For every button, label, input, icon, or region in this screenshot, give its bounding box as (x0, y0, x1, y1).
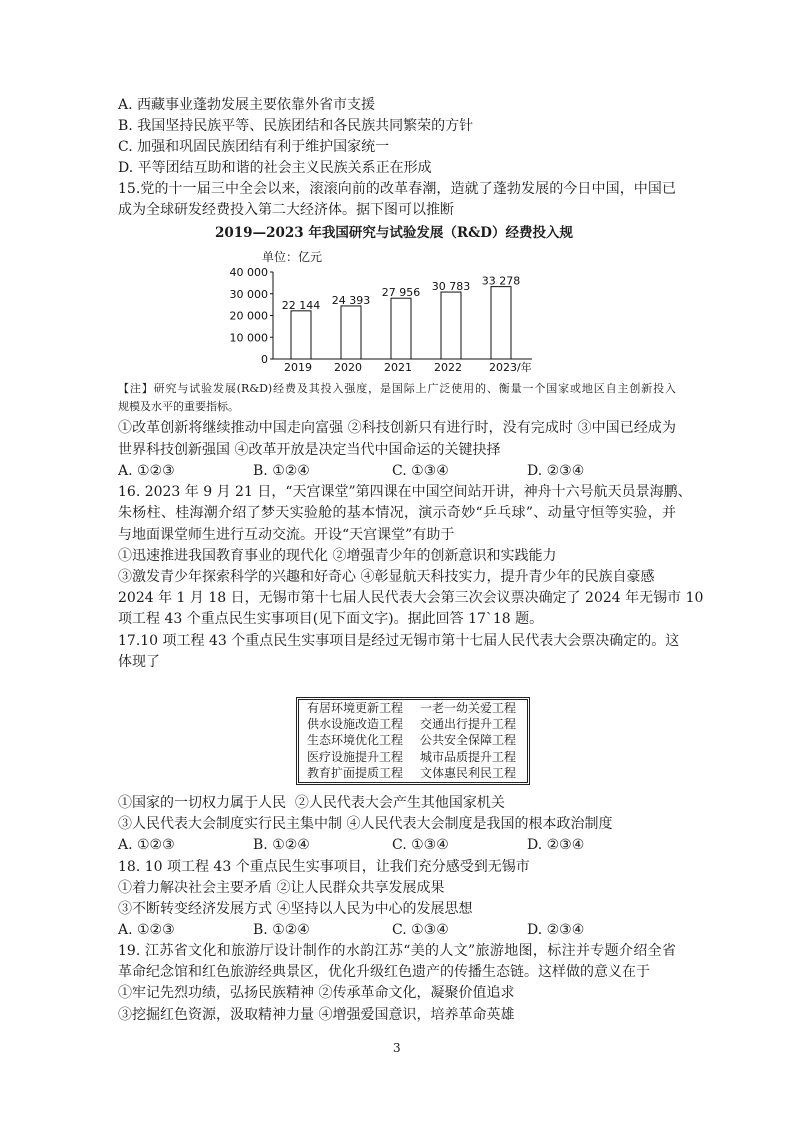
q18-choices (118, 921, 676, 939)
q17-choices (118, 836, 676, 854)
q17-stem-line: 体现了 (118, 654, 160, 670)
project-item: 文体惠民利民工程 (420, 766, 517, 780)
bar-2023 (491, 287, 511, 359)
q15-stem-line: 成为全球研发经费投入第二大经济体。据下图可以推断 (118, 202, 454, 218)
q16-statements-line: ①迅速推进我国教育事业的现代化 ②增强青少年的创新意识和实践能力 (118, 548, 557, 564)
q16-stem-line: 与地面课堂师生进行互动交流。开设“天宫课堂”有助于 (118, 527, 455, 543)
y-tick-label: 30 000 (229, 287, 268, 301)
projects-row (299, 750, 527, 764)
q17-stem-line: 17.10 项工程 43 个重点民生实事项目是经过无锡市第十七届人民代表大会票决确定的。这 (118, 633, 680, 649)
project-item: 城市品质提升工程 (420, 750, 517, 764)
bar-2021 (391, 298, 411, 359)
q18-statements-line: ①着力解决社会主要矛盾 ②让人民群众共享发展成果 (118, 880, 445, 896)
choice-a: A. ①②③ (118, 922, 175, 938)
q16-stem-line: 16. 2023 年 9 月 21 日，“天宫课堂”第四课在中国空间站开讲，神舟十六号航天员景海鹏、 (118, 484, 692, 500)
q19-statements-line: ①牢记先烈功绩，弘扬民族精神 ②传承革命文化，凝聚价值追求 (118, 985, 515, 1001)
q17-statements-line: ①国家的一切权力属于人民 ②人民代表大会产生其他国家机关 (118, 795, 505, 811)
project-item: 公共安全保障工程 (420, 733, 517, 747)
projects-row (299, 766, 527, 780)
projects-row (299, 717, 527, 731)
bar-value-label: 30 783 (431, 280, 471, 294)
q14-option-c: C. 加强和巩固民族团结有利于维护国家统一 (118, 139, 390, 155)
choice-a: A. ①②③ (118, 837, 175, 853)
project-item: 有居环境更新工程 (307, 701, 404, 715)
x-tick-label: 2022 (434, 361, 462, 374)
choice-d: D. ②③④ (527, 837, 585, 853)
project-item: 医疗设施提升工程 (307, 750, 404, 764)
q15-statements-line: 世界科技创新强国 ④改革开放是决定当代中国命运的关键抉择 (118, 442, 501, 458)
bar-value-label: 22 144 (281, 298, 321, 312)
projects-row (299, 701, 527, 715)
choice-d: D. ②③④ (527, 463, 585, 479)
choice-c: C. ①③④ (392, 463, 449, 479)
choice-a: A. ①②③ (118, 463, 175, 479)
q15-stem-line: 15.党的十一届三中全会以来，滚滚向前的改革春潮，造就了蓬勃发展的今日中国，中国已 (118, 181, 676, 197)
q18-stem-line: 18. 10 项工程 43 个重点民生实事项目，让我们充分感受到无锡市 (118, 859, 530, 875)
project-item: 一老一幼关爱工程 (420, 701, 517, 715)
bar-2022 (441, 292, 461, 359)
x-tick-label: 2020 (334, 361, 362, 374)
q14-option-a: A. 西藏事业蓬勃发展主要依靠外省市支援 (118, 97, 376, 113)
q14-option-b: B. 我国坚持民族平等、民族团结和各民族共同繁荣的方针 (118, 118, 474, 134)
q17-statements-line: ③人民代表大会制度实行民主集中制 ④人民代表大会制度是我国的根本政治制度 (118, 816, 613, 832)
project-item: 交通出行提升工程 (420, 717, 517, 731)
q15-choices (118, 462, 676, 480)
choice-b: B. ①②④ (253, 463, 310, 479)
project-item: 生态环境优化工程 (307, 733, 404, 747)
choice-c: C. ①③④ (392, 837, 449, 853)
project-item: 供水设施改造工程 (307, 717, 404, 731)
q18-statements-line: ③不断转变经济发展方式 ④坚持以人民为中心的发展思想 (118, 901, 473, 917)
choice-d: D. ②③④ (527, 922, 585, 938)
chart-unit-label: 单位：亿元 (262, 250, 323, 264)
q15-statements-line: ①改革创新将继续推动中国走向富强 ②科技创新只有进行时，没有完成时 ③中国已经成为 (118, 420, 676, 436)
bar-2019 (291, 311, 311, 359)
bar-value-label: 33 278 (481, 274, 521, 288)
choice-b: B. ①②④ (253, 922, 310, 938)
chart-note-line: 规模及水平的重要指标。 (118, 400, 239, 413)
chart-note-line: 【注】研究与试验发展(R&D)经费及其投入强度，是国际上广泛使用的、衡量一个国家或地区自主创新投入 (118, 382, 676, 395)
x-tick-label: 2023/年 (489, 361, 532, 374)
x-tick-label: 2019 (284, 361, 312, 374)
chart-title: 2019—2023 年我国研究与试验发展（R&D）经费投入规 (215, 225, 573, 241)
y-tick-label: 0 (261, 353, 268, 366)
page-number: 3 (393, 1041, 401, 1055)
projects-box (296, 697, 530, 785)
x-tick-label: 2021 (384, 361, 412, 374)
project-item: 教育扩面提质工程 (307, 766, 404, 780)
q14-option-d: D. 平等团结互助和谐的社会主义民族关系正在形成 (118, 160, 432, 176)
material-line: 2024 年 1 月 18 日，无锡市第十七届人民代表大会第三次会议票决确定了 2024 年无锡市 10 (118, 590, 704, 606)
q19-stem-line: 19. 江苏省文化和旅游厅设计制作的水韵江苏“美的人文”旅游地图，标注并专题介绍全省 (118, 943, 676, 959)
material-line: 项工程 43 个重点民生实事项目(见下面文字)。据此回答 17`18 题。 (118, 611, 544, 627)
bar-value-label: 27 956 (381, 286, 421, 300)
y-tick-label: 40 000 (229, 266, 268, 279)
choice-b: B. ①②④ (253, 837, 310, 853)
y-tick-label: 10 000 (229, 331, 268, 345)
projects-row (299, 733, 527, 747)
choice-c: C. ①③④ (392, 922, 449, 938)
q16-stem-line: 朱杨柱、桂海潮介绍了梦天实验舱的基本情况，演示奇妙“乒乓球”、动量守恒等实验，并 (118, 505, 676, 521)
y-tick-label: 20 000 (229, 309, 268, 323)
q16-statements-line: ③激发青少年探索科学的兴趣和好奇心 ④彰显航天科技实力，提升青少年的民族自豪感 (118, 569, 655, 585)
q19-statements-line: ③挖掘红色资源，汲取精神力量 ④增强爱国意识，培养革命英雄 (118, 1007, 515, 1023)
rd-expenditure-bar-chart (200, 260, 560, 378)
q19-stem-line: 革命纪念馆和红色旅游经典景区，优化升级红色遗产的传播生态链。这样做的意义在于 (118, 964, 650, 980)
bar-2020 (341, 306, 361, 359)
bar-value-label: 24 393 (331, 293, 371, 307)
